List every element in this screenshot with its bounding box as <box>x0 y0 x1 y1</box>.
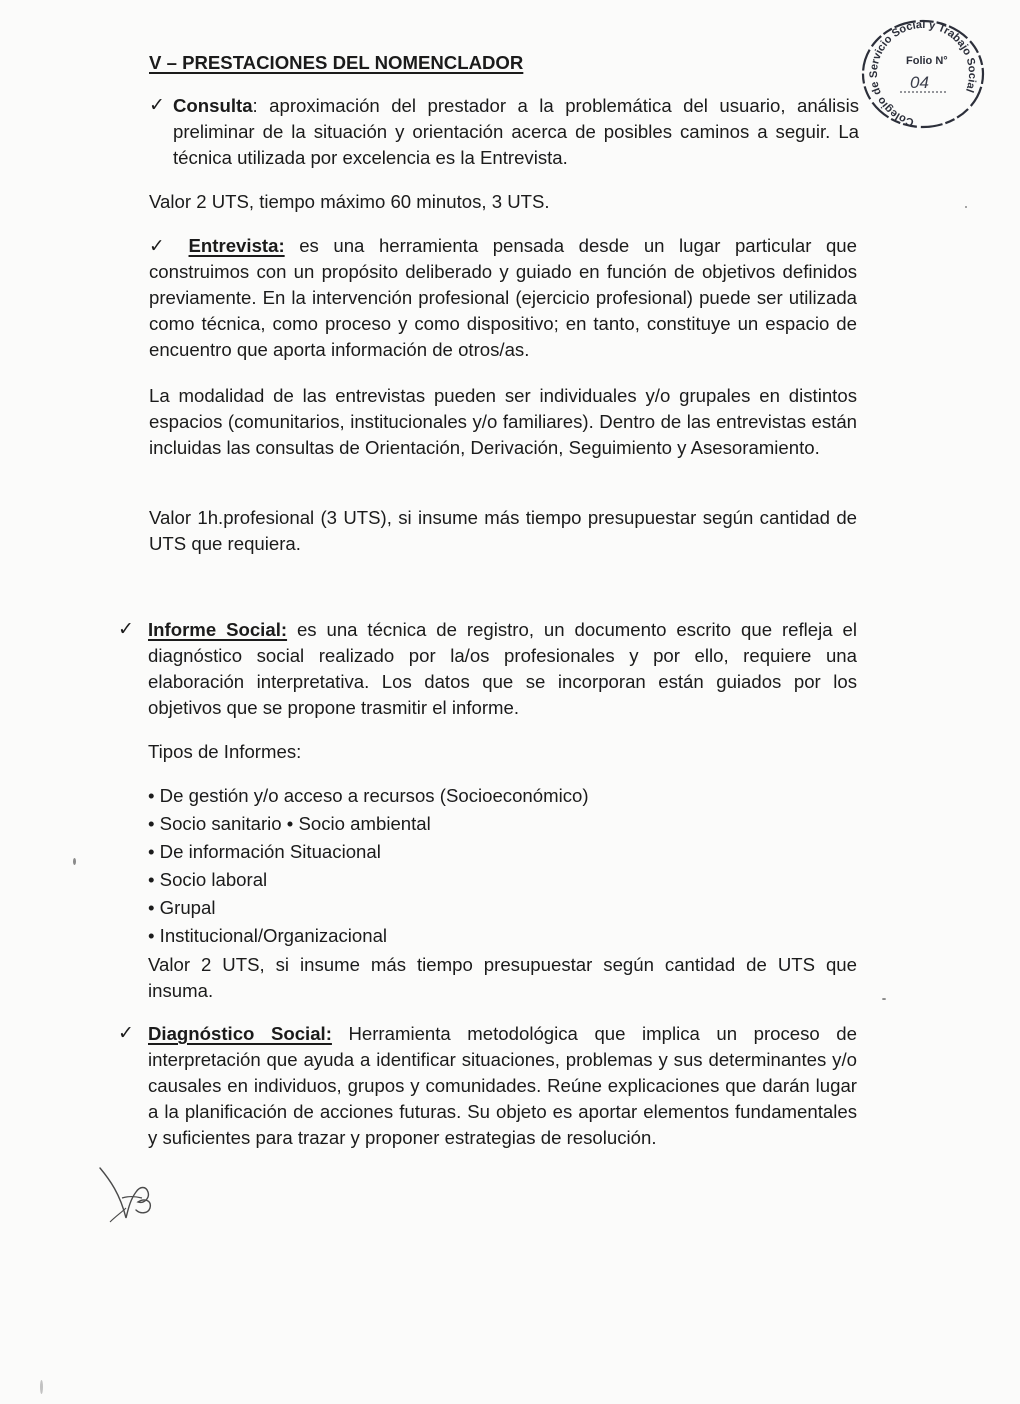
list-item: • Socio sanitario • Socio ambiental <box>148 813 431 834</box>
consulta-value: Valor 2 UTS, tiempo máximo 60 minutos, 3 UTS. <box>149 191 550 212</box>
informe-paragraph <box>148 617 857 721</box>
informe-types-list <box>148 782 589 950</box>
informe-types-label: Tipos de Informes: <box>148 741 302 762</box>
check-mark-icon: ✓ <box>118 1023 134 1044</box>
informe-term: Informe Social: <box>148 619 288 640</box>
entrevista-value: Valor 1h.profesional (3 UTS), si insume más tiempo presupuestar según cantidad de UTS que requiera. <box>149 507 857 554</box>
stamp-folio-label: Folio N° <box>906 55 948 67</box>
scan-speck <box>965 206 967 208</box>
informe-text: es una técnica de registro, un documento escrito que refleja el diagnóstico social realizado por la/os profesionales y por ello, requiere una elaboración interpretativa. Los datos que se incorporan están guiados por los objetivos que se propone trasmitir el informe. <box>148 619 857 718</box>
check-mark-icon: ✓ <box>118 619 134 640</box>
entrevista-term: Entrevista: <box>188 235 285 256</box>
stamp-ring-text: Colegio de Servicio Social y Trabajo Social <box>867 18 979 129</box>
signature-mark <box>92 1158 162 1228</box>
list-item: • Institucional/Organizacional <box>148 925 388 946</box>
diagnostico-paragraph <box>148 1021 857 1151</box>
list-item: • De información Situacional <box>148 841 381 862</box>
scan-speck <box>73 858 76 865</box>
list-item: • Socio laboral <box>148 869 268 890</box>
diagnostico-text: Herramienta metodológica que implica un proceso de interpretación que ayuda a identificar situaciones, problemas y sus determinantes y/o causales en individuos, grupos y comunidades. Reúne explicaciones que darán lugar a la planificación de acciones futuras. Su objeto es aportar elementos fundamentales y suficientes para trazar y proponer estrategias de resolución. <box>148 1023 857 1148</box>
folio-stamp <box>858 16 988 134</box>
section-heading: V – PRESTACIONES DEL NOMENCLADOR <box>149 52 524 73</box>
consulta-text: : aproximación del prestador a la problemática del usuario, análisis preliminar de la situación y orientación acerca de posibles caminos a seguir. La técnica utilizada por excelencia es la Entrevista. <box>173 95 859 168</box>
entrevista-paragraph <box>149 233 857 363</box>
stamp-folio-number: 04 <box>910 73 929 92</box>
scan-speck <box>40 1380 43 1394</box>
check-mark-icon: ✓ <box>149 95 165 116</box>
entrevista-text: es una herramienta pensada desde un lugar particular que construimos con un propósito deliberado y guiado en función de objetivos definidos previamente. En la intervención profesional (ejercicio profesional) puede ser utilizada como técnica, como proceso y como dispositivo; en tanto, constituye un espacio de encuentro que aporta información de otros/as. <box>149 235 857 360</box>
consulta-paragraph <box>173 93 859 171</box>
scan-speck <box>882 998 886 1000</box>
list-item: • Grupal <box>148 897 216 918</box>
check-mark-icon: ✓ <box>149 235 174 256</box>
diagnostico-term: Diagnóstico Social: <box>148 1023 332 1044</box>
entrevista-modalidad: La modalidad de las entrevistas pueden ser individuales y/o grupales en distintos espacios (comunitarios, institucionales y/o familiares). Dentro de las entrevistas están incluidas las consultas de Orientación, Derivación, Seguimiento y Asesoramiento. <box>149 385 857 458</box>
consulta-term: Consulta <box>173 95 253 116</box>
list-item: • De gestión y/o acceso a recursos (Socioeconómico) <box>148 785 589 806</box>
informe-value: Valor 2 UTS, si insume más tiempo presupuestar según cantidad de UTS que insuma. <box>148 954 857 1001</box>
